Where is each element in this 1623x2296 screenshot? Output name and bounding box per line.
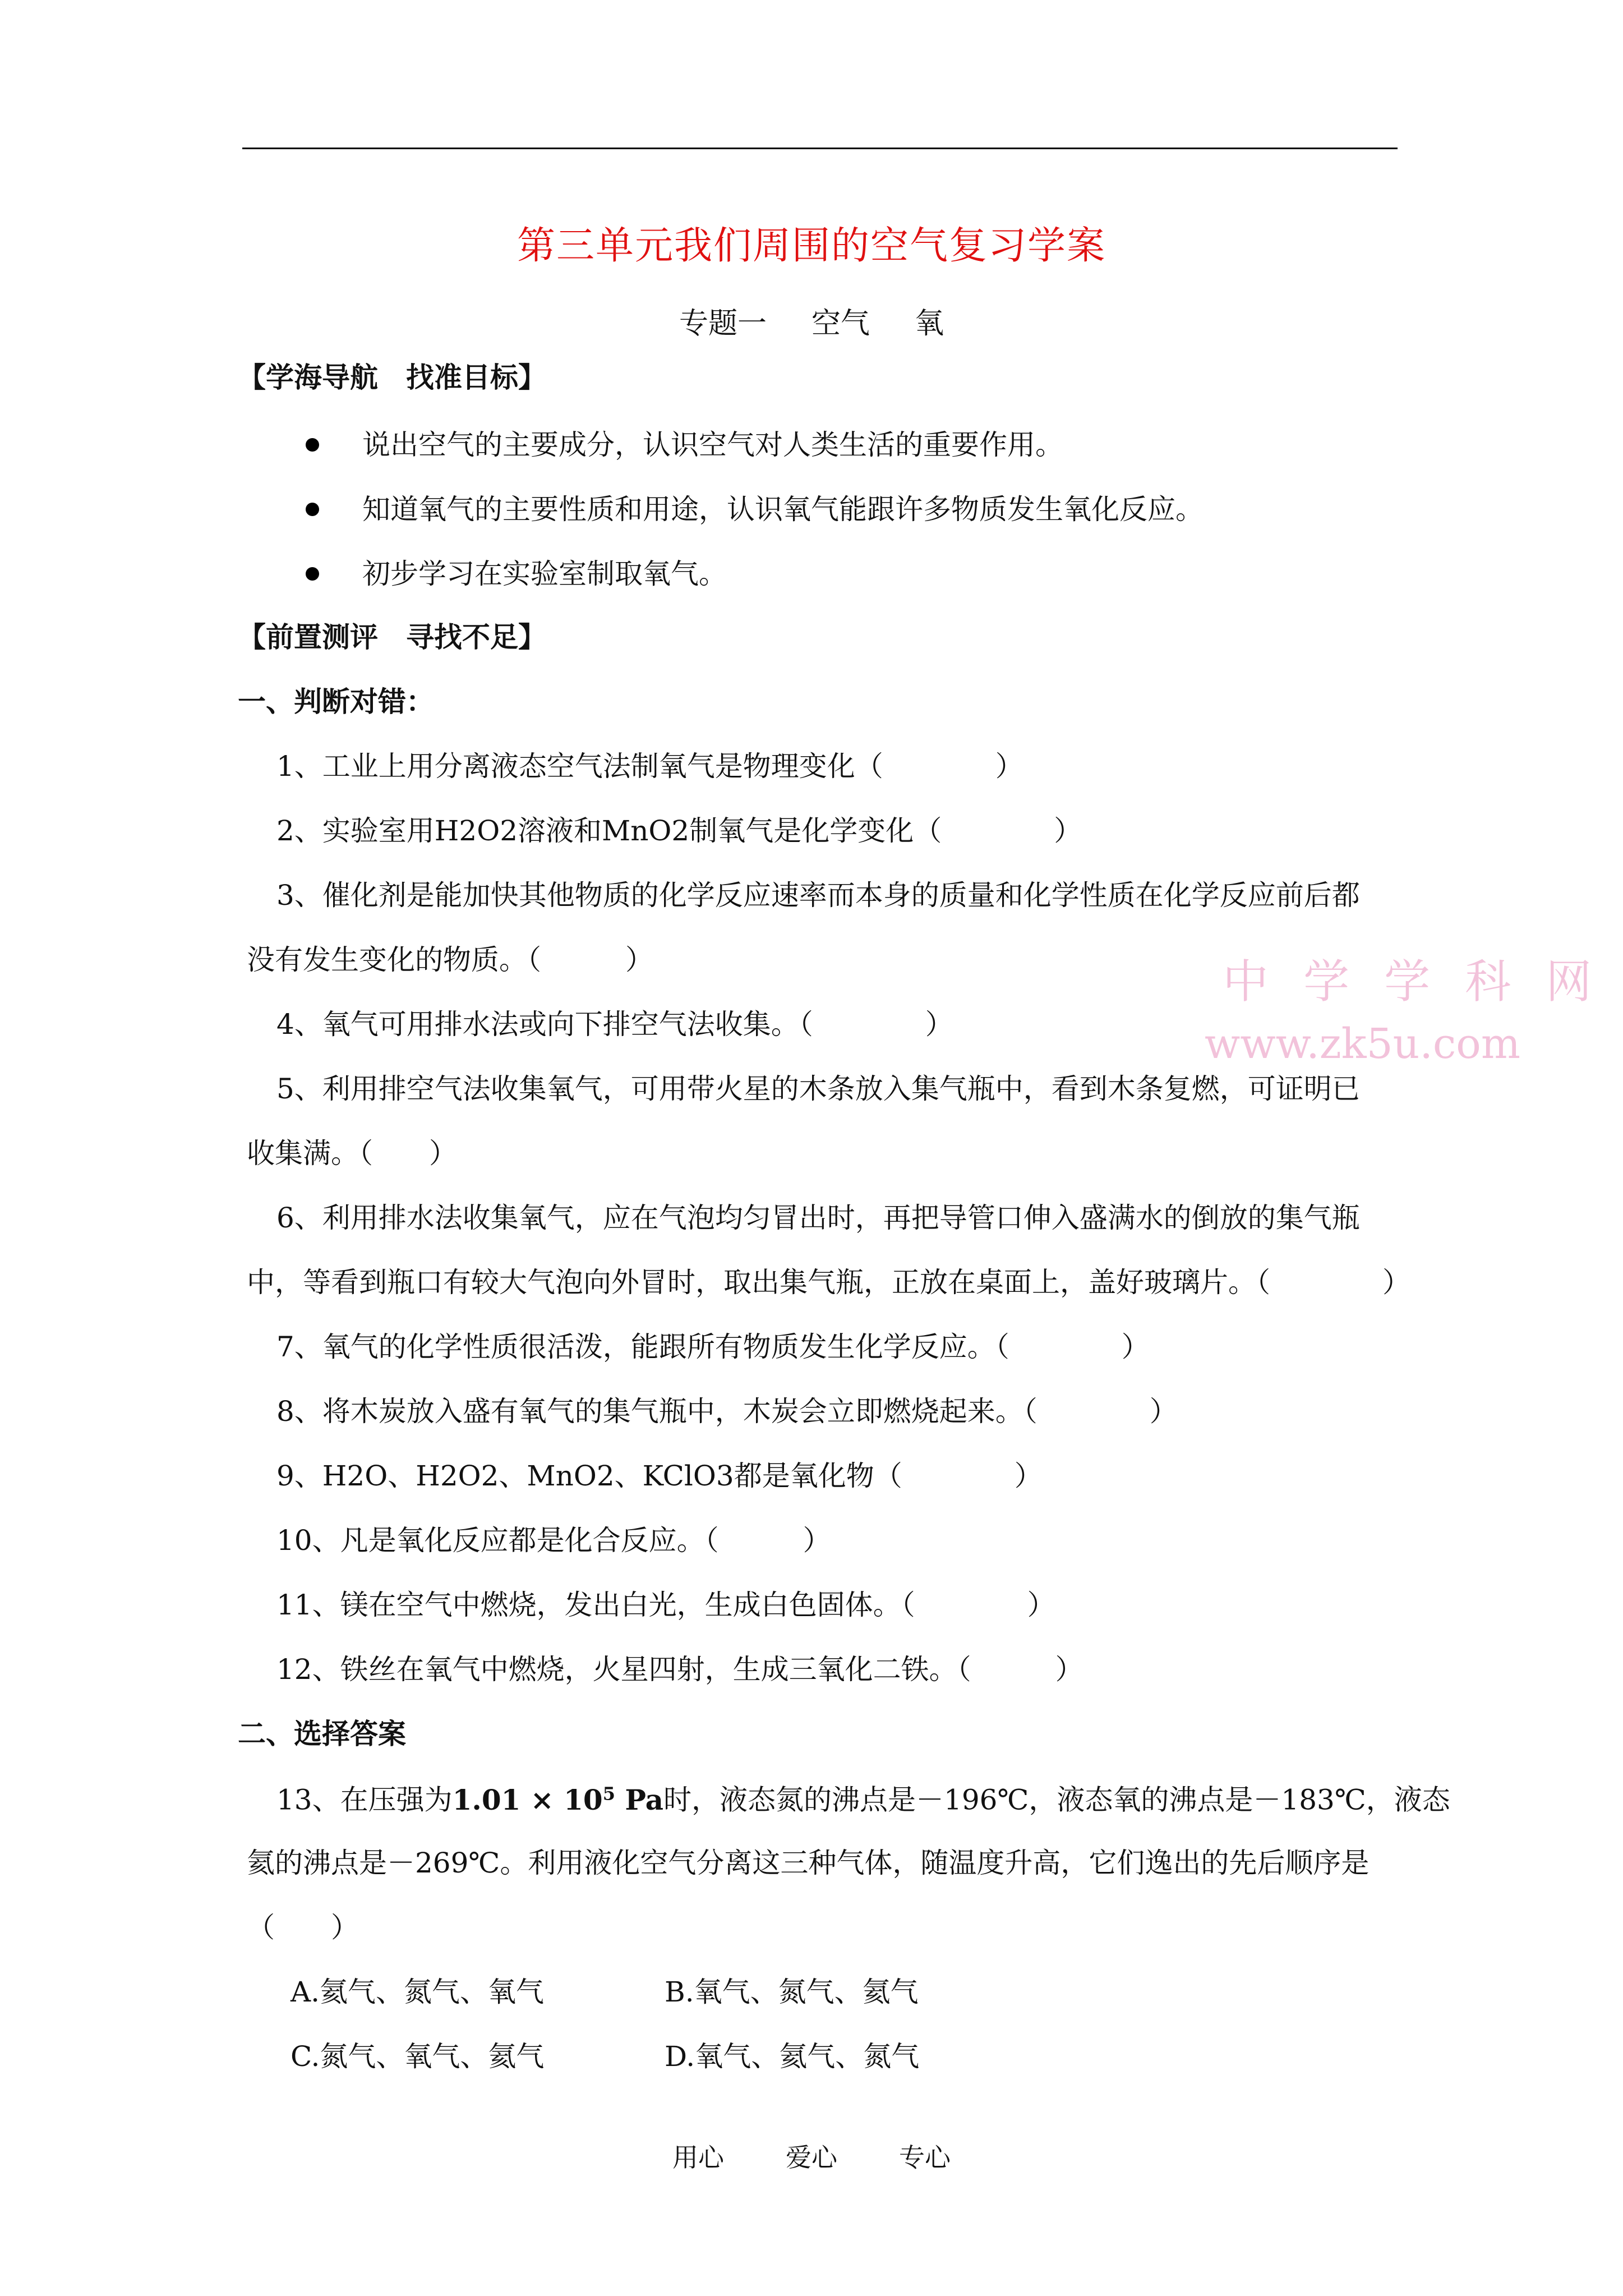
question-item-cont: 中，等看到瓶口有较大气泡向外冒时，取出集气瓶，正放在桌面上，盖好玻璃片。（ ） bbox=[247, 1266, 1410, 1299]
page-subtitle bbox=[0, 300, 1623, 342]
pressure-formula bbox=[453, 1783, 663, 1816]
part-title-true-false: 一、判断对错： bbox=[238, 685, 434, 718]
subtitle-air: 空气 bbox=[811, 307, 870, 341]
page-title: 第三单元我们周围的空气复习学案 bbox=[517, 224, 1106, 268]
part-title-choice: 二、选择答案 bbox=[238, 1717, 406, 1750]
q13-lead: 13、在压强为 bbox=[276, 1783, 453, 1816]
section-heading-pretest: 【前置测评 寻找不足】 bbox=[238, 620, 546, 654]
question-item: 7、氧气的化学性质很活泼，能跟所有物质发生化学反应。（ ） bbox=[276, 1331, 1150, 1363]
option-b: B.氧气、氮气、氦气 bbox=[665, 1976, 919, 2008]
section-heading-goals: 【学海导航 找准目标】 bbox=[238, 361, 546, 394]
question-item: 9、H2O、H2O2、MnO2、KClO3都是氧化物（ ） bbox=[276, 1460, 1043, 1492]
question-item: 11、镁在空气中燃烧，发出白光，生成白色固体。（ ） bbox=[276, 1589, 1055, 1621]
footer-motto-2: 爱心 bbox=[786, 2142, 837, 2173]
pressure-unit: Pa bbox=[625, 1783, 664, 1816]
pressure-exponent: 5 bbox=[602, 1783, 615, 1804]
question-13 bbox=[276, 1784, 1450, 1814]
question-item-cont: 收集满。（ ） bbox=[247, 1137, 457, 1170]
pressure-base: 1.01 × 10 bbox=[452, 1783, 603, 1816]
page-footer bbox=[0, 2137, 1623, 2174]
question-item: 8、将木炭放入盛有氧气的集气瓶中，木炭会立即燃烧起来。（ ） bbox=[276, 1395, 1178, 1428]
goal-item: 初步学习在实验室制取氧气。 bbox=[362, 558, 727, 590]
question-item: 12、铁丝在氧气中燃烧，火星四射，生成三氧化二铁。（ ） bbox=[276, 1653, 1083, 1686]
q13-rest: 时，液态氮的沸点是－196℃，液态氧的沸点是－183℃，液态 bbox=[663, 1783, 1450, 1816]
question-item: 2、实验室用H2O2溶液和MnO2制氧气是化学变化（ ） bbox=[276, 815, 1082, 847]
bullet-dot bbox=[306, 503, 319, 516]
question-item: 6、利用排水法收集氧气，应在气泡均匀冒出时，再把导管口伸入盛满水的倒放的集气瓶 bbox=[276, 1202, 1360, 1234]
footer-motto-1: 用心 bbox=[672, 2142, 724, 2173]
subtitle-topic: 专题一 bbox=[679, 307, 767, 341]
question-13-blank: （ ） bbox=[247, 1911, 359, 1944]
option-a: A.氦气、氮气、氧气 bbox=[291, 1976, 545, 2008]
watermark-site-name: 中 学 学 科 网 bbox=[1223, 955, 1602, 1009]
bullet-dot bbox=[306, 438, 319, 452]
question-item: 4、氧气可用排水法或向下排空气法收集。（ ） bbox=[276, 1008, 953, 1041]
question-item: 10、凡是氧化反应都是化合反应。（ ） bbox=[276, 1524, 831, 1557]
header-rule bbox=[242, 148, 1398, 149]
goal-item: 说出空气的主要成分，认识空气对人类生活的重要作用。 bbox=[362, 429, 1063, 461]
bullet-dot bbox=[306, 567, 319, 581]
goal-item: 知道氧气的主要性质和用途，认识氧气能跟许多物质发生氧化反应。 bbox=[362, 493, 1204, 526]
footer-motto-3: 专心 bbox=[899, 2142, 951, 2173]
watermark-url: www.zk5u.com bbox=[1205, 1020, 1521, 1068]
question-item-cont: 没有发生变化的物质。（ ） bbox=[247, 944, 653, 976]
question-item: 3、催化剂是能加快其他物质的化学反应速率而本身的质量和化学性质在化学反应前后都 bbox=[276, 879, 1360, 912]
option-c: C.氮气、氧气、氦气 bbox=[291, 2040, 545, 2073]
subtitle-oxygen: 氧 bbox=[915, 307, 944, 341]
question-13-cont: 氦的沸点是－269℃。利用液化空气分离这三种气体，随温度升高，它们逸出的先后顺序是 bbox=[247, 1847, 1370, 1879]
option-d: D.氧气、氦气、氮气 bbox=[665, 2040, 920, 2073]
question-item: 5、利用排空气法收集氧气，可用带火星的木条放入集气瓶中，看到木条复燃，可证明已 bbox=[276, 1073, 1360, 1105]
question-item: 1、工业上用分离液态空气法制氧气是物理变化（ ） bbox=[276, 750, 1023, 783]
